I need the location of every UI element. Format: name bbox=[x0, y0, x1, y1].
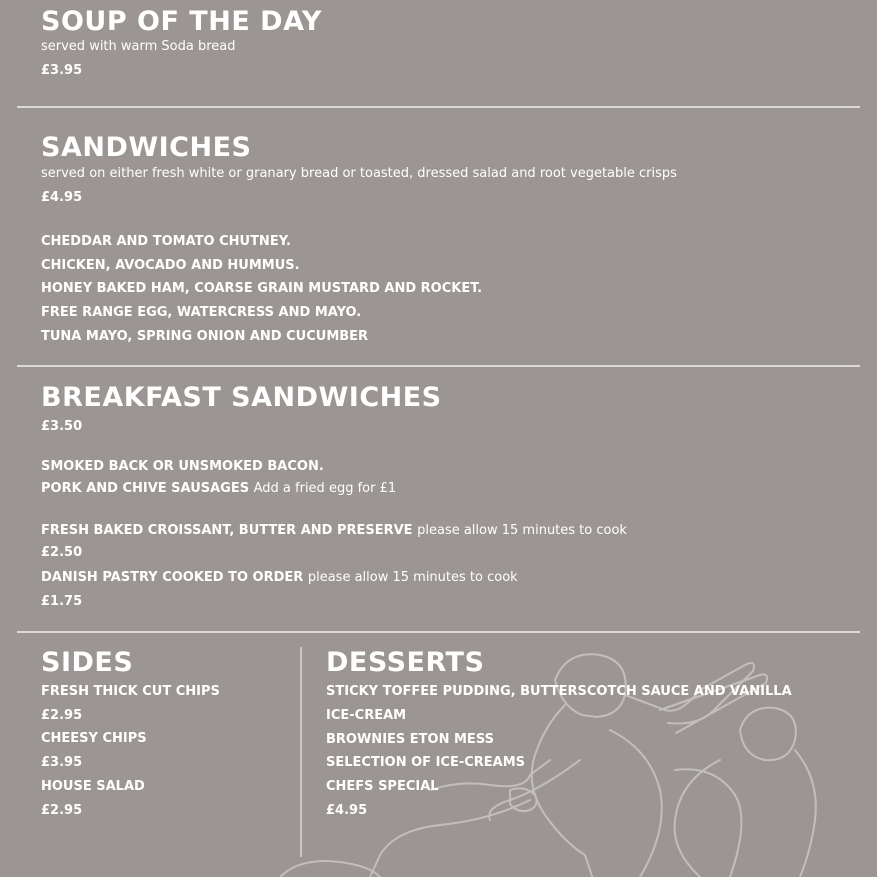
item-price: £2.95 bbox=[41, 803, 83, 818]
item-name: DANISH PASTRY COOKED TO ORDER bbox=[41, 570, 304, 585]
item-name: PORK AND CHIVE SAUSAGES bbox=[41, 481, 250, 496]
list-item: SELECTION OF ICE-CREAMS bbox=[326, 755, 526, 770]
desserts-list bbox=[326, 684, 792, 819]
breakfast-price: £3.50 bbox=[41, 419, 83, 434]
item-price: £2.95 bbox=[41, 708, 83, 723]
desserts-title: DESSERTS bbox=[326, 647, 485, 678]
list-item: CHEDDAR AND TOMATO CHUTNEY. bbox=[41, 234, 291, 249]
list-item: CHICKEN, AVOCADO AND HUMMUS. bbox=[41, 258, 300, 273]
column-divider bbox=[300, 647, 302, 857]
soup-price: £3.95 bbox=[41, 63, 83, 78]
soup-subtitle: served with warm Soda bread bbox=[41, 39, 236, 54]
list-item bbox=[41, 481, 396, 497]
breakfast-title: BREAKFAST SANDWICHES bbox=[41, 382, 442, 413]
sandwiches-list bbox=[41, 234, 482, 345]
list-item: STICKY TOFFEE PUDDING, BUTTERSCOTCH SAUCE AND VANILLA bbox=[326, 684, 792, 699]
item-name: SMOKED BACK OR UNSMOKED BACON. bbox=[41, 459, 324, 474]
sides-title: SIDES bbox=[41, 647, 134, 678]
item-note: please allow 15 minutes to cook bbox=[307, 570, 518, 585]
sandwiches-title: SANDWICHES bbox=[41, 132, 252, 163]
list-item: ICE-CREAM bbox=[326, 708, 407, 723]
divider bbox=[17, 365, 860, 367]
list-item: CHEFS SPECIAL bbox=[326, 779, 439, 794]
item-price: £3.95 bbox=[41, 755, 83, 770]
divider bbox=[17, 106, 860, 108]
list-item: CHEESY CHIPS bbox=[41, 731, 147, 746]
desserts-price: £4.95 bbox=[326, 803, 368, 818]
list-item bbox=[41, 459, 324, 475]
list-item: HONEY BAKED HAM, COARSE GRAIN MUSTARD AND ROCKET. bbox=[41, 281, 483, 296]
item-name: FRESH BAKED CROISSANT, BUTTER AND PRESERVE bbox=[41, 523, 413, 538]
sandwiches-subtitle: served on either fresh white or granary bread or toasted, dressed salad and root vegetable crisps bbox=[41, 166, 677, 181]
croissant-price: £2.50 bbox=[41, 545, 83, 560]
list-item bbox=[41, 523, 627, 539]
list-item: HOUSE SALAD bbox=[41, 779, 145, 794]
soup-title: SOUP OF THE DAY bbox=[41, 6, 322, 37]
list-item: FREE RANGE EGG, WATERCRESS AND MAYO. bbox=[41, 305, 362, 320]
item-note: Add a fried egg for £1 bbox=[253, 481, 397, 496]
sides-list bbox=[41, 684, 220, 819]
list-item: BROWNIES ETON MESS bbox=[326, 732, 494, 747]
list-item: TUNA MAYO, SPRING ONION AND CUCUMBER bbox=[41, 329, 369, 344]
list-item: FRESH THICK CUT CHIPS bbox=[41, 684, 220, 699]
list-item bbox=[41, 570, 518, 586]
divider bbox=[17, 631, 860, 633]
danish-price: £1.75 bbox=[41, 594, 83, 609]
item-note: please allow 15 minutes to cook bbox=[417, 523, 627, 538]
sandwiches-price: £4.95 bbox=[41, 190, 83, 205]
